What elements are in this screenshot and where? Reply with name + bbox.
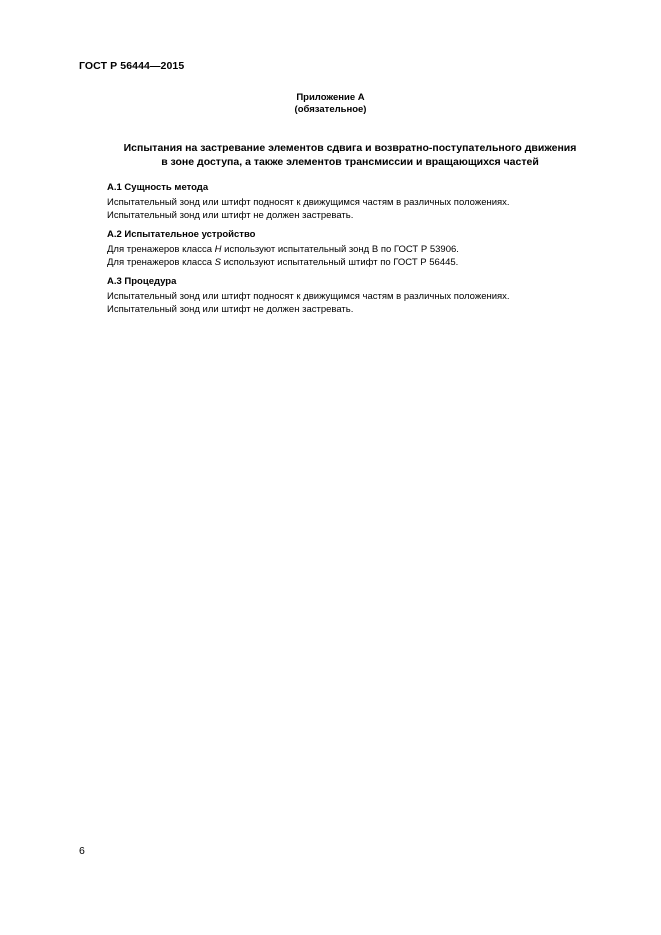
- paragraph-text: Для тренажеров класса: [107, 244, 215, 255]
- section-procedure: [107, 276, 587, 316]
- paragraph-text: Для тренажеров класса: [107, 256, 215, 268]
- appendix-heading: [0, 92, 661, 116]
- section-method-essence: [107, 182, 587, 222]
- paragraph: Испытательный зонд или штифт подносят к движущимся частям в различных положениях.: [107, 197, 510, 208]
- section-test-device: [107, 229, 587, 269]
- paragraph-text: используют испытательный зонд В по ГОСТ Р 53906.: [221, 244, 459, 255]
- main-title-line: в зоне доступа, а также элементов трансмиссии и вращающихся частей: [161, 156, 539, 168]
- paragraph: [107, 244, 587, 257]
- section-heading: А.1 Сущность метода: [107, 182, 209, 193]
- paragraph: [107, 257, 587, 270]
- paragraph: Испытательный зонд или штифт подносят к движущимся частям в различных положениях.: [107, 291, 510, 302]
- main-title-line: Испытания на застревание элементов сдвига и возвратно-поступательного движения: [123, 142, 577, 154]
- page-number: 6: [79, 845, 85, 857]
- section-heading: А.2 Испытательное устройство: [107, 229, 256, 240]
- class-letter: S: [214, 256, 221, 268]
- document-identifier: ГОСТ Р 56444—2015: [79, 60, 185, 72]
- section-heading: А.3 Процедура: [107, 276, 177, 287]
- paragraph: Испытательный зонд или штифт не должен застревать.: [107, 209, 354, 221]
- appendix-status: (обязательное): [294, 104, 367, 115]
- class-letter: Н: [214, 244, 222, 255]
- appendix-title: Приложение А: [296, 92, 365, 103]
- appendix-main-title: [90, 141, 610, 169]
- paragraph: Испытательный зонд или штифт не должен застревать.: [107, 303, 354, 315]
- paragraph-text: используют испытательный штифт по ГОСТ Р 56445.: [220, 256, 459, 268]
